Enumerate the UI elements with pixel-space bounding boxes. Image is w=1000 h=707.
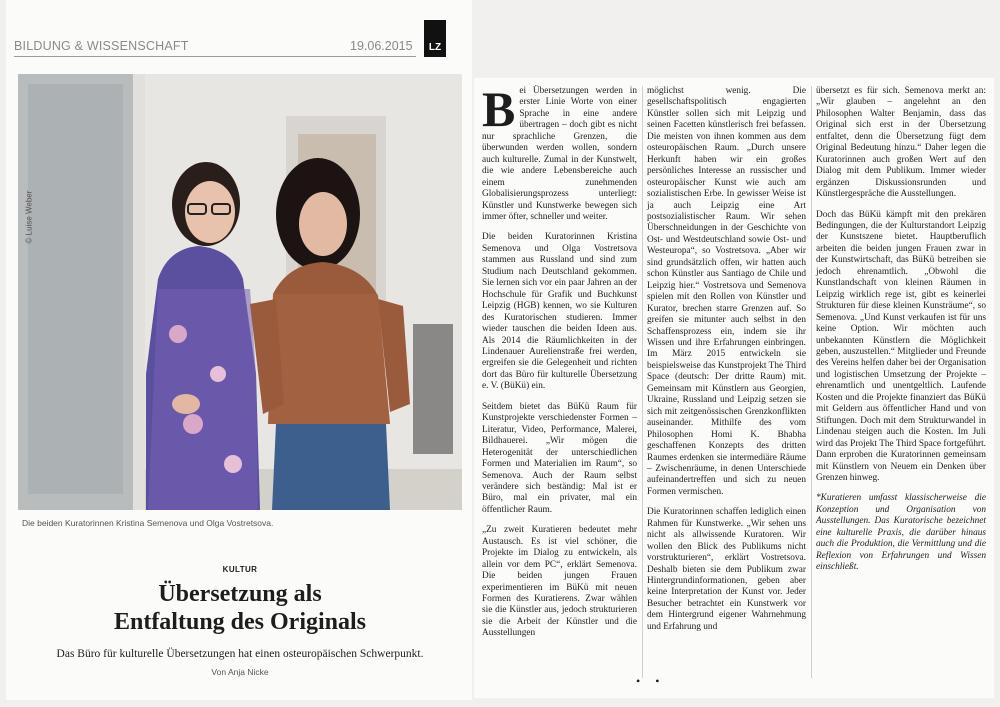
article-author: Von Anja Nicke: [211, 667, 269, 677]
article-column-2: [647, 86, 806, 642]
article-headline: [40, 580, 440, 636]
paragraph: übersetzt es für sich. Semenova merkt an: „Wir glauben – angelehnt an den Philosophen Walter Benjamin, dass das Original sich erst in der Übersetzung entfaltet, denn die Übersetzung fügt dem Original Bedeutung hinzu.“ Daher legen die Kuratorinnen auch großen Wert auf den Dialog mit dem Publikum. Immer wieder ergänzen Diskussionsrunden und Künstlergespräche die Ausstellungen.: [816, 86, 986, 200]
photo-credit: © Luise Weber: [24, 190, 34, 244]
section-title: BILDUNG & WISSENSCHAFT: [14, 39, 189, 53]
article-kicker: KULTUR: [222, 565, 258, 574]
end-mark: • •: [636, 674, 666, 688]
paragraph: Doch das BüKü kämpft mit den prekären Bedingungen, die der Kulturstandort Leipzig der Kunstszene bietet. Hauptberuflich arbeiten die beiden jungen Frauen zwar in der Kunstwirtschaft, das BüKü betreiben sie jedoch ehrenamtlich. „Obwohl die Kunstlandschaft von kleinen Räumen in Leipzig wirklich rege ist, gibt es keinerlei Strukturen für diese kleinen Kunsträume“, so Semenova. „Und Kunst verkaufen ist für uns keine Option. Wir möchten auch unbekannten Künstlern die Möglichkeit geben, auszustellen.“ Mitglieder und Freunde des Vereins helfen daher bei der Organisation und logistischen Umsetzung der Projekte – ehrenamtlich und unentgeltlich. Laufende Kosten und die Projekte finanziert das BüKü mit Geldern aus öffentlicher Hand und von Stiftungen. Doch mit dem Strukturwandel in Lindenau steigen auch die Kosten. Im Juli wird das Projekt The Third Space fortgeführt. Dann erproben die Kuratorinnen gemeinsam mit Künstlern von Neuem ein Denken über Grenzen hinweg.: [816, 209, 986, 483]
paragraph: Die beiden Kuratorinnen Kristina Semenova und Olga Vostretsova stammen aus Russland und sind zum Studium nach Deutschland gekommen. Sie lernen sich vor ein paar Jahren an der Hochschule für Grafik und Buchkunst Leipzig (HGB) kennen, wo sie Kulturen des Kuratorischen studieren. Immer wieder tauschen die beiden Ideen aus. Als 2014 die Räumlichkeiten in der Lindenauer Aurelienstraße frei werden, ergreifen sie die Gelegenheit und richten dort das Büro für kulturelle Übersetzung e. V. (BüKü) ein.: [482, 232, 637, 392]
article-column-3: [816, 86, 986, 583]
paragraph: möglichst wenig. Die gesellschaftspolitisch engagierten Künstler sollen sich mit Leipzig und seinen Facetten künstlerisch frei befassen. Die meisten von ihnen kommen aus dem osteuropäischen Raum. „Durch unsere Herkunft haben wir ein großes persönliches Interesse an russischer und osteuropäischer Kunst wie auch am sozialistischen Erbe. In gewisser Weise ist ja auch Leipzig eine Art postsozialistischer Raum. Wir sehen Überschneidungen in der Geschichte von Ost- und Westdeutschland sowie Ost- und Westeuropa“, so Vostretsova. „Aber wir sind grundsätzlich offen, wir hatten auch schon Künstler aus Santiago de Chile und Leipzig hier.“ Vostretsova und Semenova spielen mit den Rollen von Künstler und Kurator, brechen starre Grenzen auf. So greifen sie mitunter auch selbst in den Schaffensprozess ein, indem sie ihr Wissen und ihre Erfahrungen einbringen. Im März 2015 entwickeln sie beispielsweise das Kunstprojekt The Third Space (deutsch: Der dritte Raum) mit. Gemeinsam mit Künstlern aus Georgien, Ukraine, Russland und Leipzig setzen sie sich mit zeitgenössischen Grenzkonflikten auseinander. Mithilfe des vom Philosophen Homi K. Bhabha geschaffenen Konzepts des dritten Raumes erdenken sie intermediäre Räume – Zwischenräume, in denen Unterschiede aufeinandertreffen und sich zu neuen Formen vermischen.: [647, 86, 806, 497]
paragraph: Die Kuratorinnen schaffen lediglich einen Rahmen für Kunstwerke. „Wir sehen uns nicht als allwissende Kuratoren. Wir wollen den Blick des Publikums nicht vorstrukturieren“, erklärt Vostretsova. Deshalb bieten sie dem Publikum zwar Hintergrundinformationen, geben aber keine Interpretation der Kunst vor. Jeder Besucher betrachtet ein Kunstwerk vor dem Hintergrund eigener Wahrnehmung und Erfahrung und: [647, 507, 806, 632]
photo-caption: Die beiden Kuratorinnen Kristina Semenova und Olga Vostretsova.: [22, 518, 274, 528]
column-divider: [642, 86, 643, 678]
article-subline: Das Büro für kulturelle Übersetzungen hat einen osteuropäischen Schwerpunkt.: [56, 648, 424, 660]
column-divider: [811, 86, 812, 678]
photo-illustration: [18, 74, 462, 510]
article-column-1: [482, 81, 637, 649]
paragraph: Bei Übersetzungen werden in erster Linie Worte von einer Sprache in eine andere übertragen – doch gibt es nicht nur sprachliche Grenzen, die überwunden werden wollen, sondern auch kulturelle. Zumal in der Kunstwelt, die wie andere Lebensbereiche auch einem zunehmenden Globalisierungsprozess unterliegt: Künstler und Kunstwerke bewegen sich immer öfter, schneller und weiter.: [482, 81, 637, 222]
paragraph: „Zu zweit Kuratieren bedeutet mehr Austausch. Es ist viel schöner, die Projekte im Dialog zu entwickeln, als allein vor dem PC“, erklärt Semenova. Die beiden jungen Frauen experimentieren im BüKü mit neuen Formen des Kuratierens. Zwar wählen sie die Künstler aus, jedoch strukturieren sie die Arbeit der Künstler und die Ausstellungen: [482, 525, 637, 639]
footnote: *Kuratieren umfasst klassischerweise die Konzeption und Organisation von Ausstellungen. Das Kuratorische bezeichnet eine kulturelle Praxis, die darüber hinaus auch die Produktion, die Vermittlung und die Reflexion von Erfahrungen und Wissen einschließt.: [816, 493, 986, 573]
headline-line-1: Übersetzung als: [158, 581, 322, 607]
issue-date: 19.06.2015: [350, 39, 413, 53]
article-photo: [18, 74, 462, 510]
header-rule: [14, 56, 416, 57]
headline-line-2: Entfaltung des Originals: [113, 609, 367, 635]
newspaper-logo: LZ: [424, 20, 446, 57]
paragraph: Seitdem bietet das BüKü Raum für Kunstprojekte verschiedenster Formen – Literatur, Video, Performance, Malerei, Bildhauerei. „Wir mögen die Heterogenität der unterschiedlichen Formen und Materialien im Raum“, so Semenova. Auch der Raum selbst verändere sich beständig: Mal ist er Büro, mal ein privater, mal ein öffentlicher Raum.: [482, 401, 637, 515]
drop-cap: B: [482, 81, 516, 137]
